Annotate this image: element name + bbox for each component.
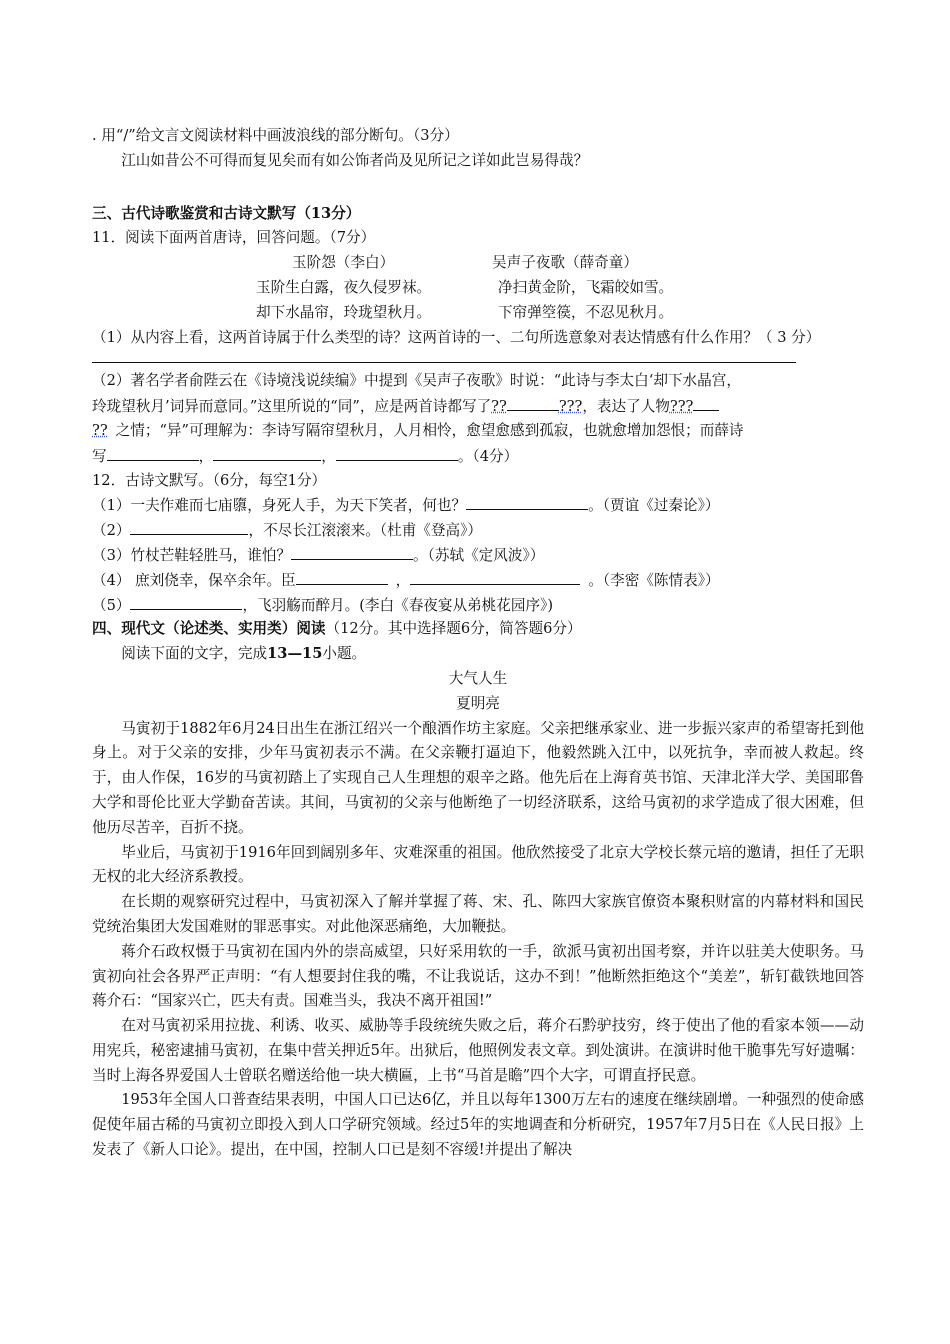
- q12-item1: （1）一夫作难而七庙隳，身死人手，为天下笑者，何也？ 。（贾谊《过秦论》）: [92, 493, 864, 518]
- article-paragraph: 1953年全国人口普查结果表明，中国人口已达6亿，并且以每年1300万左右的速度在继续剧增。一种强烈的使命感促使年届古稀的马寅初立即投入到人口学研究领域。经过5年的实地调查和分析研究，1957年7月5日在《人民日报》上发表了《新人口论》。提出，在中国，控制人口已是刻不容缓!并提出了解决: [92, 1091, 864, 1159]
- article-paragraph: 马寅初于1882年6月24日出生在浙江绍兴一个酿酒作坊主家庭。父亲把继承家业、进一步振兴家声的希望寄托到他身上。对于父亲的安排，少年马寅初表示不满。在父亲鞭打逼迫下，他毅然跳入江中，以死抗争，幸而被人救起。终于，由人作保，16岁的马寅初踏上了实现自己人生理想的艰辛之路。他先后在上海育英书馆、天津北洋大学、美国耶鲁大学和哥伦比亚大学勤奋苦读。其间，马寅初的父亲与他断绝了一切经济联系，这给马寅初的求学造成了很大困难，但他历尽苦辛，百折不挠。: [92, 719, 864, 836]
- fill-blank[interactable]: [107, 444, 199, 461]
- q11-sub2-line3: ?? 之情；“异”可理解为：李诗写隔帘望秋月，人月相怜，愈望愈感到孤寂，也就愈增加怨恨；而薛诗: [92, 421, 744, 439]
- q12-item4: （4） 庶刘侥幸，保卒余年。臣 ， 。（李密《陈情表》）: [92, 568, 864, 593]
- poem-line2-row: [92, 301, 864, 326]
- fill-blank[interactable]: [410, 568, 580, 585]
- fill-blank[interactable]: [291, 543, 413, 560]
- poem1-line1: 玉阶生白露，夜久侵罗袜。: [256, 278, 432, 296]
- q11-prompt: 11．阅读下面两首唐诗，回答问题。（7分）: [92, 229, 376, 247]
- document-page: [92, 124, 864, 1163]
- article-author: 夏明亮: [456, 694, 500, 712]
- poem-titles-row: [92, 251, 864, 276]
- q12-item2: （2） ，不尽长江滚滚来。（杜甫《登高》）: [92, 518, 864, 543]
- section4-title-note: （12分。其中选择题6分，简答题6分）: [325, 620, 582, 638]
- fill-blank[interactable]: [213, 444, 321, 461]
- article-paragraph: 毕业后，马寅初于1916年回到阔别多年、灾难深重的祖国。他欣然接受了北京大学校长蔡元培的邀请，担任了无职无权的北大经济系教授。: [92, 843, 864, 886]
- q12-item5: （5） ，飞羽觞而醉月。(李白《春夜宴从弟桃花园序》): [92, 593, 864, 618]
- fill-blank[interactable]: [130, 518, 248, 535]
- q11-sub2-line4: 写 ， ， 。（4分）: [92, 444, 864, 469]
- poem-line1-row: [92, 276, 864, 301]
- article-paragraph: 蒋介石政权慑于马寅初在国内外的崇高威望，只好采用软的一手，欲派马寅初出国考察，并许以驻美大使职务。马寅初向社会各界严正声明：“有人想要封住我的嘴，不让我说话，这办不到！”他断然拒绝这个“美差”，斩钉截铁地回答蒋介石：“国家兴亡，匹夫有责。国难当头，我决不离开祖国!”: [92, 942, 864, 1010]
- poem2-title: 吴声子夜歌（薛奇童）: [492, 254, 638, 272]
- q12-item3: （3）竹杖芒鞋轻胜马，谁怕？ 。（苏轼《定风波》）: [92, 543, 864, 568]
- poem2-line1: 净扫黄金阶，飞霜皎如雪。: [498, 278, 674, 296]
- section4-instruction: 阅读下面的文字，完成13—15小题。: [121, 645, 367, 663]
- blank-marker: ??: [491, 398, 507, 416]
- poem1-line2: 却下水晶帘，玲珑望秋月。: [256, 303, 432, 321]
- poem1-title: 玉阶怨（李白）: [292, 254, 395, 272]
- q11-sub1: （1）从内容上看，这两首诗属于什么类型的诗？这两首诗的一、二句所选意象对表达情感有什么作用？（ 3 分）: [92, 328, 821, 346]
- section4-title-line: [92, 617, 864, 642]
- section4-title: 四、现代文（论述类、实用类）阅读: [92, 620, 326, 638]
- section3-title: 三、古代诗歌鉴赏和古诗文默写（13分）: [92, 204, 361, 222]
- poem2-line2: 下帘弹箜篌，不忍见秋月。: [498, 303, 674, 321]
- blank-marker: ??: [92, 421, 108, 439]
- article-title: 大气人生: [448, 669, 508, 687]
- blank-marker: ???: [558, 398, 583, 416]
- q10-prompt: . 用“/”给文言文阅读材料中画波浪线的部分断句。（3分）: [92, 127, 459, 144]
- article-paragraph: 在对马寅初采用拉拢、利诱、收买、威胁等手段统统失败之后，蒋介石黔驴技穷，终于使出了他的看家本领——动用宪兵，秘密逮捕马寅初，在集中营关押近5年。出狱后，他照例发表文章。到处演讲。在演讲时他干脆事先写好遗嘱：当时上海各界爱国人士曾联名赠送给他一块大横匾，上书“马首是瞻”四个大字，可谓直抒民意。: [92, 1017, 864, 1084]
- fill-blank[interactable]: [507, 394, 559, 411]
- q10-classical-text: 江山如昔公不可得而复见矣而有如公饰者尚及见所记之详如此岂易得哉？: [121, 151, 589, 169]
- article-paragraph: 在长期的观察研究过程中，马寅初深入了解并掌握了蒋、宋、孔、陈四大家族官僚资本聚积财富的内幕材料和国民党统治集团大发国难财的罪恶事实。对此他深恶痛绝，大加鞭挞。: [92, 893, 864, 935]
- fill-blank[interactable]: [336, 444, 458, 461]
- fill-blank[interactable]: [693, 394, 719, 411]
- q11-sub2-line2: 玲珑望秋月’词异而意同。”这里所说的“同”，应是两首诗都写了?? ???，表达了人物???: [92, 394, 864, 419]
- q12-prompt: 12．古诗文默写。（6分，每空1分）: [92, 471, 327, 489]
- fill-blank[interactable]: [466, 493, 588, 510]
- answer-line[interactable]: [92, 350, 796, 363]
- q11-sub2-line1: （2）著名学者俞陛云在《诗境浅说续编》中提到《吴声子夜歌》时说：“此诗与李太白‘却下水晶宫，: [92, 372, 741, 390]
- fill-blank[interactable]: [130, 593, 242, 610]
- blank-marker: ???: [669, 398, 694, 416]
- fill-blank[interactable]: [296, 568, 388, 585]
